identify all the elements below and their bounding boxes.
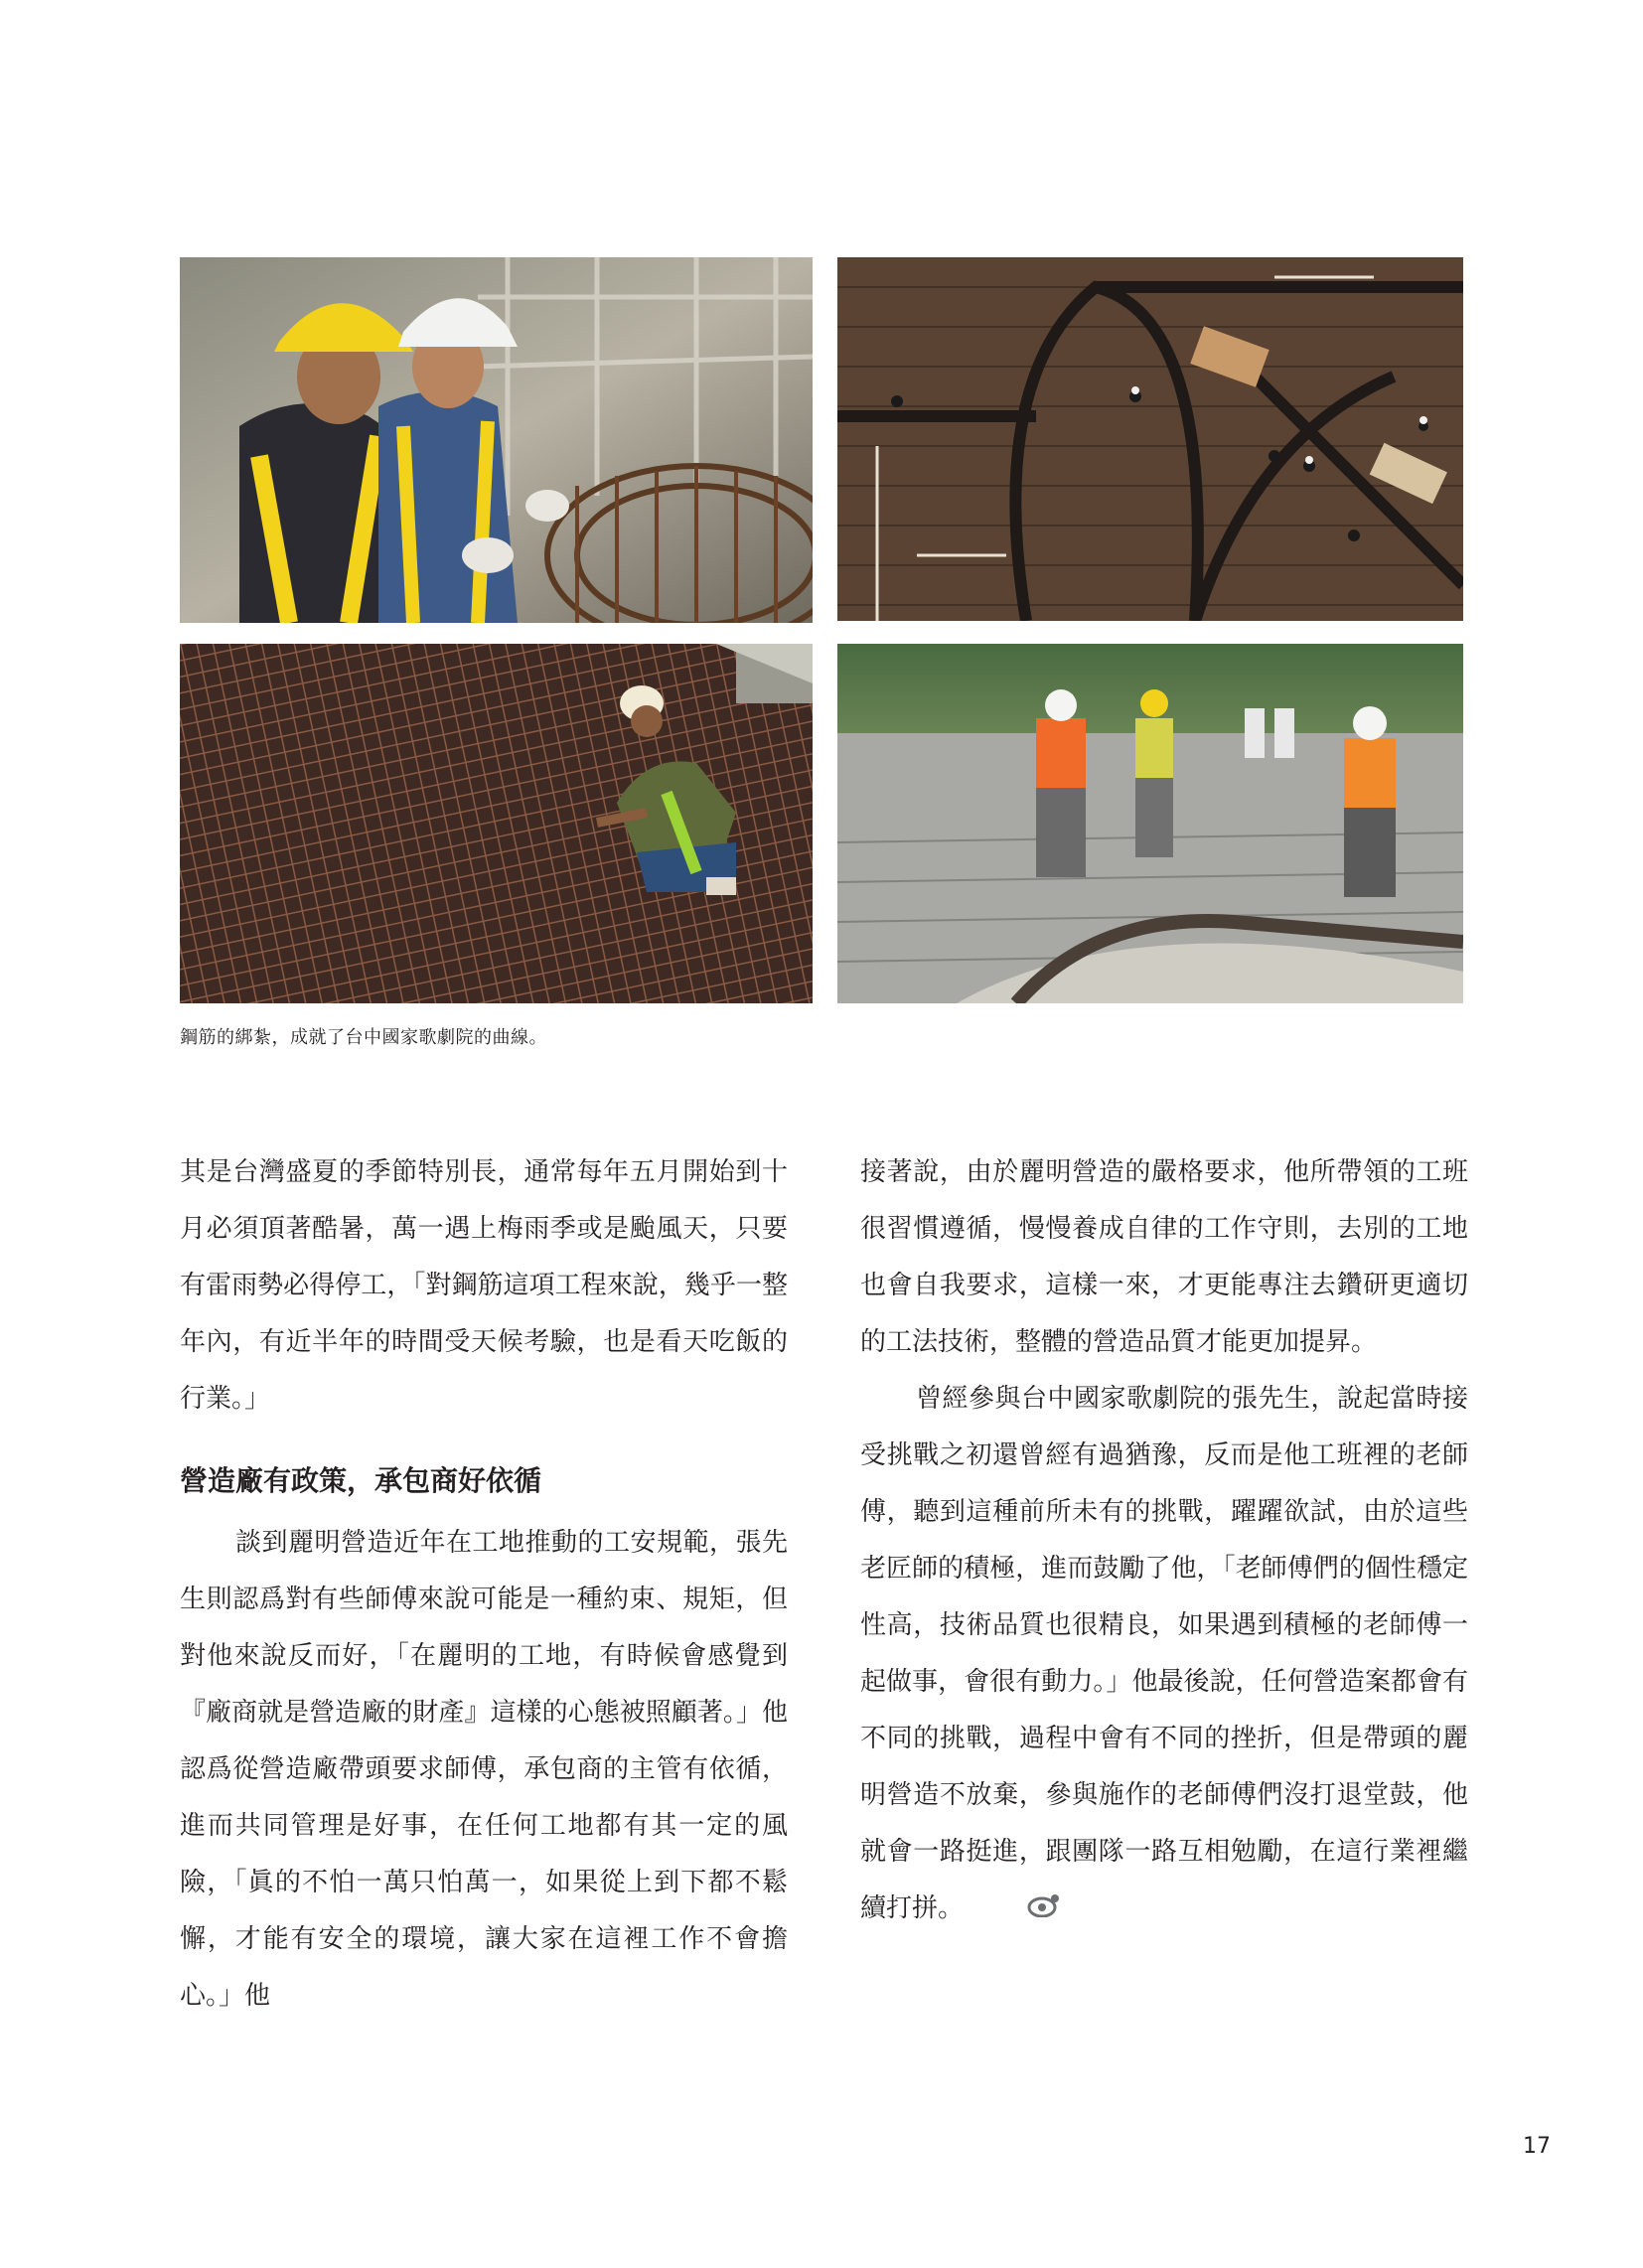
right-paragraph-1: 接著說，由於麗明營造的嚴格要求，他所帶領的工班很習慣遵循，慢慢養成自律的工作守則，去別的工地也會自我要求，這樣一來，才更能專注去鑽研更適切的工法技術，整體的營造品質才能更加提昇。 (860, 1157, 1468, 1357)
intro-paragraph: 其是台灣盛夏的季節特別長，通常每年五月開始到十月必須頂著酷暑，萬一遇上梅雨季或是颱風天，只要有雷雨勢必得停工，「對鋼筋這項工程來說，幾乎一整年內，有近半年的時間受天候考驗，也是看天吃飯的行業。」 (180, 1157, 788, 1414)
right-paragraph-2 (860, 1371, 1468, 1938)
photo-caption: 鋼筋的綁紮，成就了台中國家歌劇院的曲線。 (180, 1027, 547, 1048)
article-end-mark-icon (971, 1882, 1061, 1938)
page-number: 17 (1523, 2134, 1551, 2159)
body-paragraph: 談到麗明營造近年在工地推動的工安規範，張先生則認爲對有些師傅來說可能是一種約束、規矩，但對他來說反而好，「在麗明的工地，有時候會感覺到『廠商就是營造廠的財產』這樣的心態被照顧著。」他認爲從營造廠帶頭要求師傅，承包商的主管有依循，進而共同管理是好事，在任何工地都有其一定的風險，「眞的不怕一萬只怕萬一，如果從上到下都不鬆懈，才能有安全的環境，讓大家在這裡工作不會擔心。」他 (180, 1528, 788, 2011)
right-paragraph-2-text: 曾經參與台中國家歌劇院的張先生，說起當時接受挑戰之初還曾經有過猶豫，反而是他工班裡的老師傅，聽到這種前所未有的挑戰，躍躍欲試，由於這些老匠師的積極，進而鼓勵了他，「老師傅們的個性穩定性高，技術品質也很精良，如果遇到積極的老師傅一起做事，會很有動力。」他最後說，任何營造案都會有不同的挑戰，過程中會有不同的挫折，但是帶頭的麗明營造不放棄，參與施作的老師傅們沒打退堂鼓，他就會一路挺進，跟團隊一路互相勉勵，在這行業裡繼續打拼。 (860, 1384, 1468, 1923)
worker-on-curved-mesh-photo (180, 644, 813, 1003)
right-column (860, 1144, 1468, 1938)
left-column (180, 1144, 788, 2025)
section-heading: 營造廠有政策，承包商好依循 (180, 1464, 542, 1497)
workers-tying-rebar-photo (180, 257, 813, 623)
aerial-rebar-grid-photo (837, 257, 1463, 621)
concrete-pouring-photo (837, 644, 1463, 1003)
